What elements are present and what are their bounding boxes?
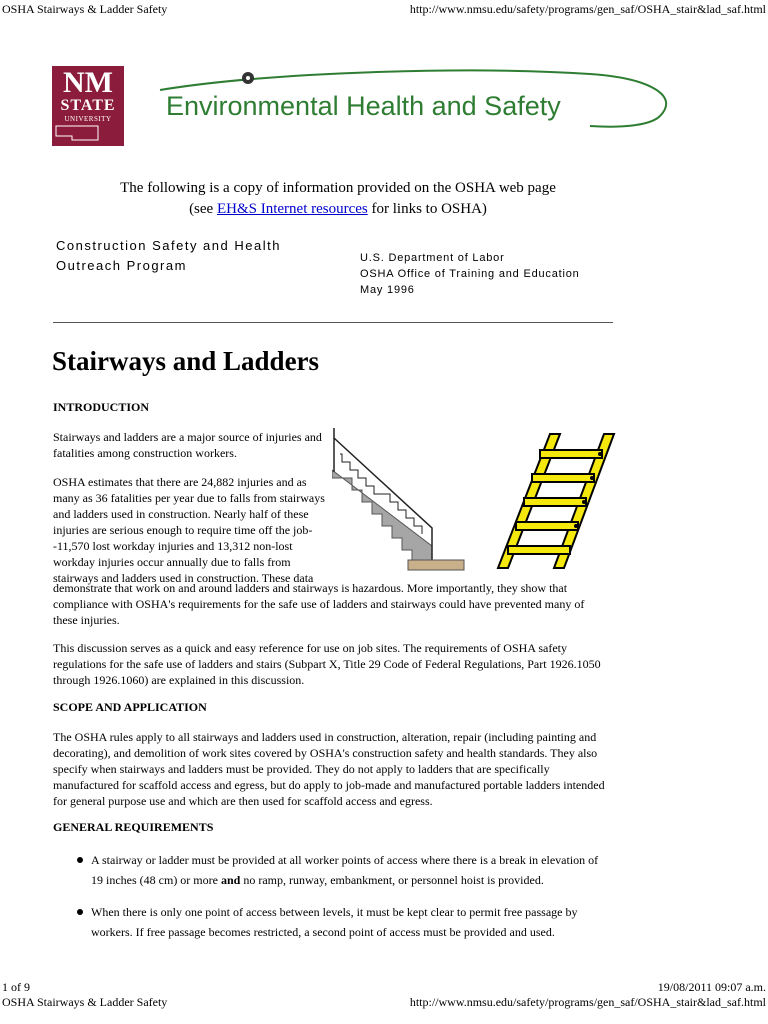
bullet-icon [77,857,83,863]
intro-note-line2: (see EH&S Internet resources for links to OSHA) [189,201,487,217]
new-mexico-outline-icon [52,124,124,144]
program-department: U.S. Department of Labor OSHA Office of Training and Education May 1996 [360,252,580,296]
bullet-icon [77,909,83,915]
section-divider [53,322,613,323]
footer-page-title: OSHA Stairways & Ladder Safety [2,995,168,1009]
paragraph-intro-1: Stairways and ladders are a major source of injuries and fatalities among construction workers. [53,430,322,460]
paragraph-intro-2: OSHA estimates that there are 24,882 injuries and as many as 36 fatalities per year due to falls from stairways and ladders used in construction. Nearly half of these injuries are serious enough to require time off the job--11,570 lost workday injuries and 13,312 non-lost workday injuries occur annually due to falls from stairways and ladders used in construction. These data [53,475,325,585]
page-title: Stairways and Ladders [52,346,320,376]
intro-note [0,178,676,220]
stairway-illustration [332,428,466,574]
paragraph-intro-2-continued: demonstrate that work on and around ladders and stairways is hazardous. More importantly, they show that compliance with OSHA's requirements for the safe use of ladders and stairways could have prevented many of these injuries. [53,581,585,627]
paragraph-reference: This discussion serves as a quick and easy reference for use on job sites. The requirements of OSHA safety regulations for the safe use of ladders and stairs (Subpart X, Title 29 Code of Federal Regulations, Part 1926.1050 through 1926.1060) are explained in this discussion. [53,641,601,687]
list-item: When there is only one point of access between levels, it must be kept clear to permit free passage by workers. If free passage becomes restricted, a second point of access must be provided and used. [53,902,613,942]
paragraph-scope: The OSHA rules apply to all stairways and ladders used in construction, alteration, repair (including painting and decorating), and demolition of work sites covered by OSHA's construction safety and health standards. They also specify when stairways and ladders must be provided. They do not apply to ladders that are specifically manufactured for scaffold access and egress, but do apply to job-made and manufactured portable ladders intended for general purpose use and which are then used for scaffold access and egress. [53,730,605,808]
nmsu-logo: NM STATE UNIVERSITY [52,66,124,146]
header-page-title: OSHA Stairways & Ladder Safety [2,2,168,16]
banner-title: Environmental Health and Safety [166,91,561,121]
flower-icon [242,72,254,84]
footer-url: http://www.nmsu.edu/safety/programs/gen_saf/OSHA_stair&lad_saf.html [409,995,766,1009]
heading-scope: SCOPE AND APPLICATION [53,700,207,714]
header-url: http://www.nmsu.edu/safety/programs/gen_saf/OSHA_stair&lad_saf.html [409,2,766,16]
program-title: Construction Safety and Health Outreach Program [56,238,281,273]
ehs-internet-resources-link[interactable]: EH&S Internet resources [216,201,368,217]
ladder-illustration [488,432,618,570]
heading-general-requirements: GENERAL REQUIREMENTS [53,820,214,834]
list-item: A stairway or ladder must be provided at all worker points of access where there is a break in elevation of 19 inches (48 cm) or more and no ramp, runway, embankment, or personnel hoist is provided. [53,850,613,890]
intro-note-line1: The following is a copy of information provided on the OSHA web page [120,180,556,196]
footer-datetime: 19/08/2011 09:07 a.m. [657,980,766,994]
requirements-list [53,850,613,954]
heading-introduction: INTRODUCTION [53,400,150,414]
footer-page-count: 1 of 9 [2,980,30,994]
